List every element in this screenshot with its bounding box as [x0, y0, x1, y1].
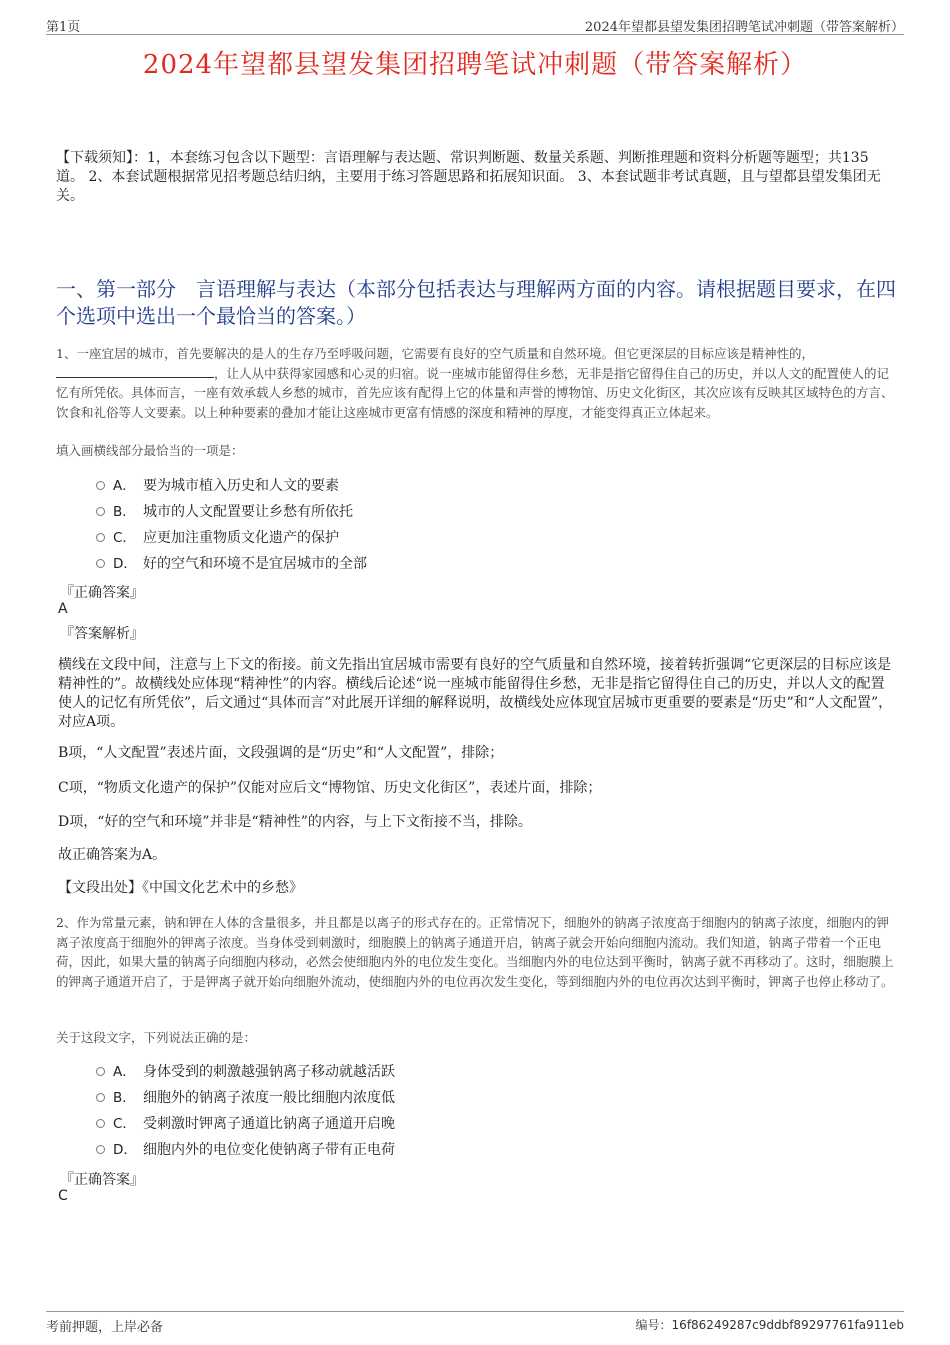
question-1-option-b[interactable]: B． 城市的人文配置要让乡愁有所依托	[96, 502, 353, 522]
question-1-text	[56, 344, 898, 422]
page-footer	[46, 1311, 904, 1334]
question-1-option-c[interactable]: C． 应更加注重物质文化遗产的保护	[96, 528, 339, 548]
radio-icon[interactable]	[96, 1119, 105, 1128]
question-2-option-d[interactable]: D． 细胞内外的电位变化使钠离子带有正电荷	[96, 1140, 395, 1160]
question-1-answer-label: 『正确答案』	[60, 585, 144, 601]
question-2-answer-label: 『正确答案』	[60, 1172, 144, 1188]
question-2-text: 2、作为常量元素，钠和钾在人体的含量很多，并且都是以离子的形式存在的。正常情况下，细胞外的钠离子浓度高于细胞内的钠离子浓度，细胞内的钾离子浓度高于细胞外的钾离子浓度。当身体受到刺激时，细胞膜上的钠离子通道开启，钠离子就会开始向细胞内流动。我们知道，钠离子带着一个正电荷，因此，如果大量的钠离子向细胞内移动，必然会使细胞内外的电位发生变化。当细胞内外的电位达到平衡时，钠离子就不再移动了。这时，细胞膜上的钾离子通道开启了，于是钾离子就开始向细胞外流动，使细胞内外的电位再次发生变化，等到细胞内外的电位再次达到平衡时，钾离子也停止移动了。	[56, 915, 894, 989]
radio-icon[interactable]	[96, 1145, 105, 1154]
question-2-option-b[interactable]: B． 细胞外的钠离子浓度一般比细胞内浓度低	[96, 1088, 395, 1108]
question-1-answer: A	[58, 601, 68, 617]
question-2-option-a[interactable]: A． 身体受到的刺激越强钠离子移动就越活跃	[96, 1062, 395, 1082]
radio-icon[interactable]	[96, 1067, 105, 1076]
question-1-text-after: ，让人从中获得家园感和心灵的归宿。说一座城市能留得住乡愁，无非是指它留得住自己的历史，并以人文的配置使人的记忆有所凭依。具体而言，一座有效承载人乡愁的城市，首先应该有配得上它的体量和声誉的博物馆、历史文化街区，其次应该有反映其区域特色的方言、饮食和礼俗等人文要素。以上种种要素的叠加才能让这座城市更富有情感的深度和精神的厚度，才能变得真正立体起来。	[56, 365, 894, 420]
footer-slogan: 考前押题，上岸必备	[46, 1320, 164, 1335]
question-1-text-before: 1、一座宜居的城市，首先要解决的是人的生存乃至呼吸问题，它需要有良好的空气质量和自然环境。但它更深层的目标应该是精神性的，	[56, 346, 814, 361]
question-1-option-d[interactable]: D． 好的空气和环境不是宜居城市的全部	[96, 554, 367, 574]
radio-icon[interactable]	[96, 507, 105, 516]
page-header	[46, 14, 904, 35]
question-2-answer: C	[58, 1188, 68, 1204]
question-1-analysis-label: 『答案解析』	[60, 626, 144, 642]
question-1-option-a[interactable]: A． 要为城市植入历史和人文的要素	[96, 476, 339, 496]
question-2-option-c[interactable]: C． 受刺激时钾离子通道比钠离子通道开启晚	[96, 1114, 395, 1134]
question-1-source: 【文段出处】《中国文化艺术中的乡愁》	[58, 880, 303, 896]
page-number: 第1页	[46, 20, 81, 35]
question-1-prompt: 填入画横线部分最恰当的一项是：	[56, 443, 244, 458]
question-1-conclusion: 故正确答案为A。	[58, 847, 167, 863]
header-doc-title: 2024年望都县望发集团招聘笔试冲刺题（带答案解析）	[584, 20, 904, 35]
download-notice: 【下载须知】：1，本套练习包含以下题型：言语理解与表达题、常识判断题、数量关系题、判断推理题和资料分析题等题型；共135道。 2、本套试题根据常见招考题总结归纳，主要用于练习答题思路和拓展知识面。 3、本套试题非考试真题，且与望都县望发集团无关。	[56, 150, 881, 204]
radio-icon[interactable]	[96, 481, 105, 490]
document-title: 2024年望都县望发集团招聘笔试冲刺题（带答案解析）	[142, 50, 808, 80]
fill-blank	[56, 365, 214, 378]
radio-icon[interactable]	[96, 559, 105, 568]
footer-doc-id: 编号：16f86249287c9ddbf89297761fa911eb	[635, 1318, 904, 1332]
question-1-analysis-b: B项，“人文配置”表述片面，文段强调的是“历史”和“人文配置”，排除；	[58, 745, 504, 761]
radio-icon[interactable]	[96, 1093, 105, 1102]
question-2-prompt: 关于这段文字，下列说法正确的是：	[56, 1030, 257, 1045]
question-1-analysis-main: 横线在文段中间，注意与上下文的衔接。前文先指出宜居城市需要有良好的空气质量和自然环境，接着转折强调“它更深层的目标应该是精神性的”。故横线处应体现“精神性”的内容。横线后论述“说一座城市能留得住乡愁，无非是指它留得住自己的历史，并以人文的配置使人的记忆有所凭依”，后文通过“具体而言”对此展开详细的解释说明，故横线处应体现宜居城市更重要的要素是“历史”和“人文配置”，对应A项。	[58, 657, 893, 730]
section-heading: 一、第一部分 言语理解与表达（本部分包括表达与理解两方面的内容。请根据题目要求，在四个选项中选出一个最恰当的答案。）	[56, 277, 896, 328]
question-1-analysis-c: C项，“物质文化遗产的保护”仅能对应后文“博物馆、历史文化街区”，表述片面，排除；	[58, 780, 602, 796]
question-1-analysis-d: D项，“好的空气和环境”并非是“精神性”的内容，与上下文衔接不当，排除。	[58, 814, 532, 830]
radio-icon[interactable]	[96, 533, 105, 542]
